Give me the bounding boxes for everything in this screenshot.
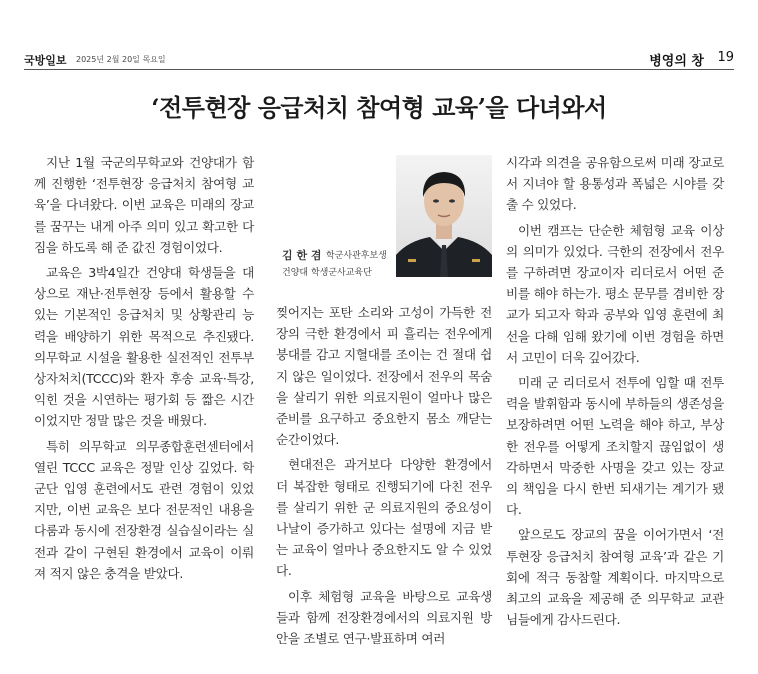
author-name: 김 한 겸 — [282, 249, 322, 262]
paragraph: 미래 군 리더로서 전투에 임할 때 전투력을 발휘함과 동시에 부하들의 생존성을 보장하려면 어떤 노력을 해야 하고, 부상한 전우를 어떻게 조치할지 끊임없이 생각하면서 막중한 사명을 갖고 있는 장교의 책임을 다시 한번 되새기는 계기가 됐다. — [506, 375, 724, 518]
paragraph: 지난 1월 국군의무학교와 건양대가 함께 진행한 ‘전투현장 응급처치 참여형 교육’을 다녀왔다. 이번 교육은 미래의 장교를 꿈꾸는 내게 아주 의미 있고 확고한 다짐을 하도록 해 준 값진 경험이었다. — [34, 155, 254, 255]
paragraph: 이번 캠프는 단순한 체험형 교육 이상의 의미가 있었다. 극한의 전장에서 전우를 구하려면 장교이자 리더로서 어떤 준비를 해야 하는가. 평소 문무를 겸비한 장교가 되고자 학과 공부와 입영 훈련에 최선을 다해 임해 왔기에 이번 경험을 하면서 고민이 더욱 깊어갔다. — [506, 222, 724, 365]
article-column-1 — [34, 152, 254, 584]
page-header — [24, 50, 734, 68]
author-photo-box — [276, 155, 492, 277]
header-divider — [24, 69, 734, 70]
paragraph: 앞으로도 장교의 꿈을 이어가면서 ‘전투현장 응급처치 참여형 교육’과 같은 기회에 적극 동참할 계획이다. 마지막으로 최고의 교육을 제공해 준 의무학교 교관님들에게 감사드린다. — [506, 527, 724, 628]
paragraph: 시각과 의견을 공유함으로써 미래 장교로서 지녀야 할 용통성과 폭넓은 시야를 갖출 수 있었다. — [506, 155, 724, 213]
article-column-3 — [506, 152, 724, 630]
article-column-2 — [276, 302, 492, 649]
paragraph: 특히 의무학교 의무종합훈련센터에서 열린 TCCC 교육은 정말 인상 깊었다. 학군단 입영 훈련에서도 관련 경험이 있었지만, 이번 교육은 보다 전문적인 내용을 다룸과 동시에 전장환경 실습실이라는 실전과 같이 구현된 환경에서 교육이 이뤄져 적지 않은 충격을 받았다. — [34, 438, 254, 581]
newspaper-name: 국방일보 — [24, 54, 67, 67]
paragraph: 현대전은 과거보다 다양한 환경에서 더 복잡한 형태로 진행되기에 다친 전우를 살리기 위한 군 의료지원의 중요성이 나날이 증가하고 있다는 설명에 지금 받는 교육이 얼마나 중요한지도 알 수 있었다. — [276, 457, 492, 579]
author-role: 학군사관후보생 — [326, 251, 387, 261]
issue-date: 2025년 2월 20일 목요일 — [76, 55, 166, 64]
paragraph: 이후 체험형 교육을 바탕으로 교육생들과 함께 전장환경에서의 의료지원 방안을 조별로 연구·발표하며 여러 — [276, 588, 492, 647]
page-number: 19 — [717, 50, 734, 65]
author-unit: 건양대 학생군사교육단 — [282, 268, 372, 278]
author-portrait-illustration — [396, 155, 492, 277]
paragraph: 교육은 3박4일간 건양대 학생들을 대상으로 재난·전투현장 등에서 활용할 수 있는 기본적인 응급처치 및 상황관리 능력을 배양하기 위한 목적으로 추진됐다. 의무학교 시설을 활용한 실전적인 전투부상자처치(TCCC)와 환자 후송 교육·특강, 익힌 것을 시연하는 평가회 등 짧은 시간이었지만 정말 많은 것을 배웠다. — [34, 265, 254, 429]
author-portrait — [396, 155, 492, 277]
paragraph: 찢어지는 포탄 소리와 고성이 가득한 전장의 극한 환경에서 피 흘리는 전우에게 붕대를 감고 지혈대를 조이는 건 절대 쉽지 않은 일이었다. 전장에서 전우의 목숨을 살리기 위한 의료지원이 얼마나 많은 준비를 요구하고 중요한지 몸소 깨닫는 순간이었다. — [276, 305, 492, 448]
section-name: 병영의 창 — [649, 54, 704, 69]
article-headline: ‘전투현장 응급처치 참여형 교육’을 다녀와서 — [151, 93, 607, 122]
